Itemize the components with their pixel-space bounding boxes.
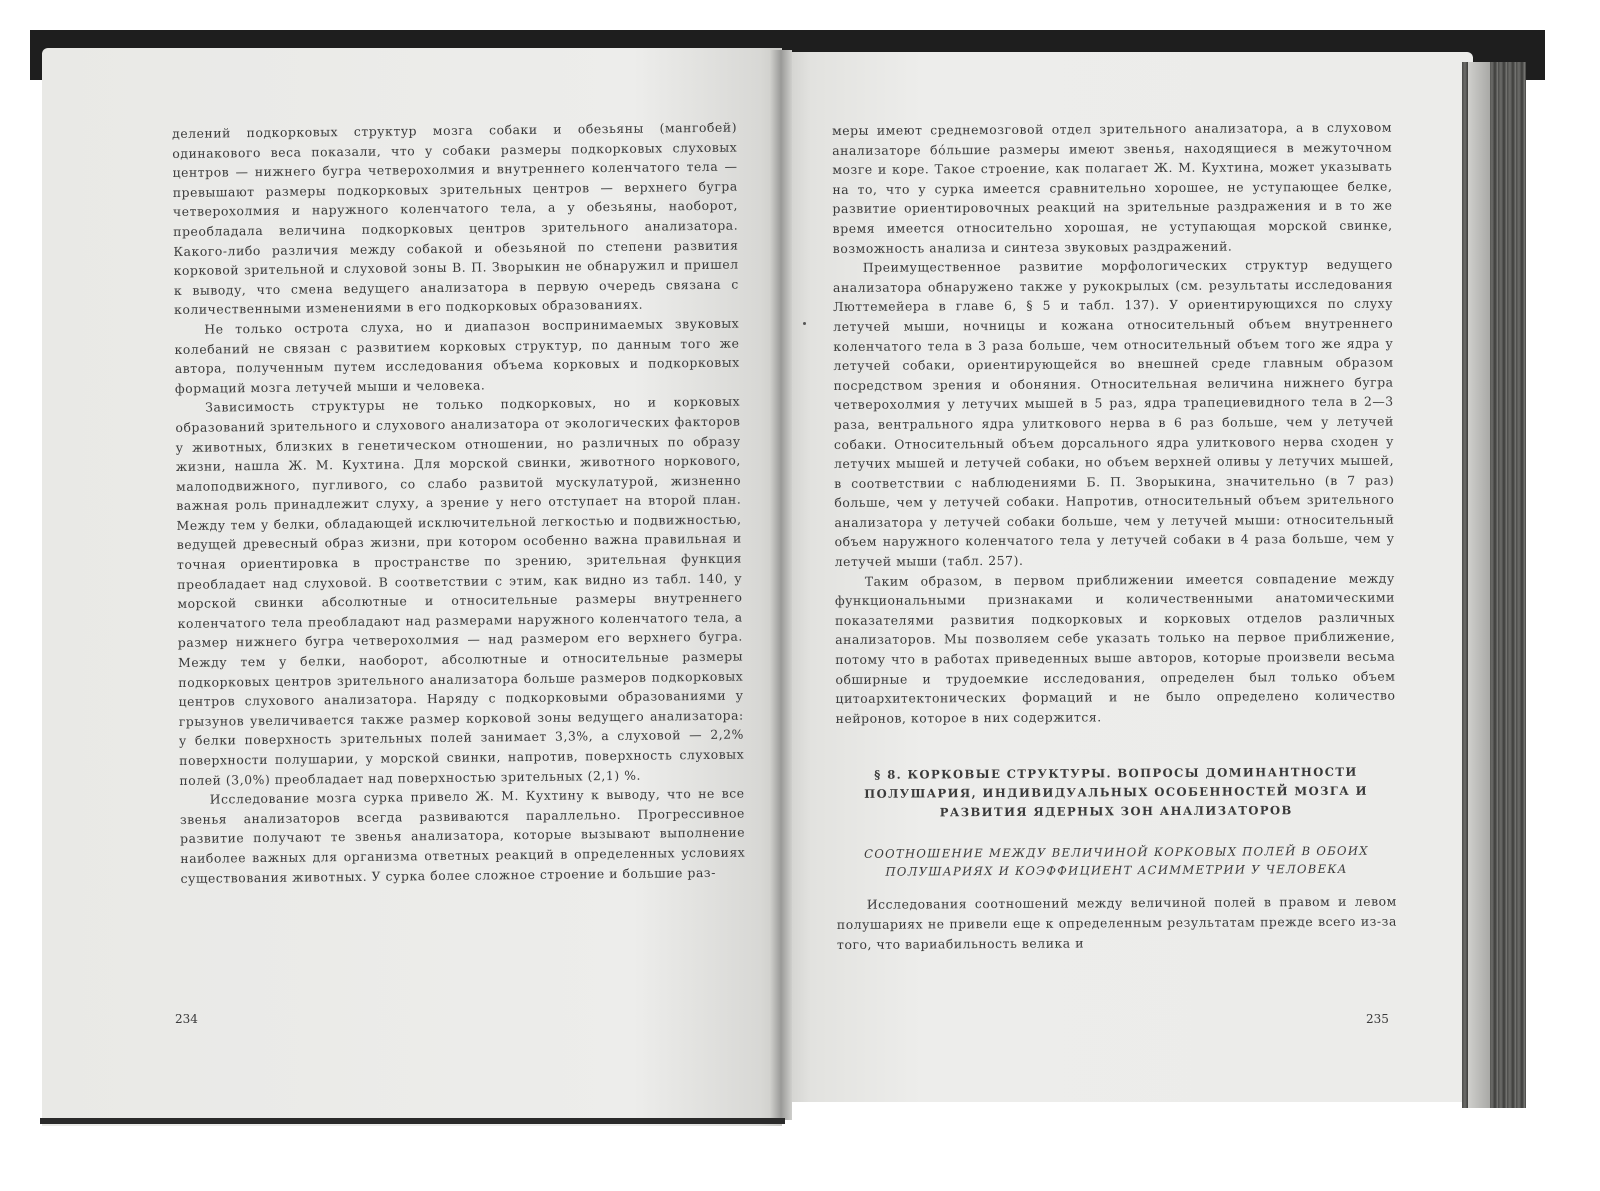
paragraph: меры имеют среднемозговой отдел зрительного анализатора, а в слуховом анализаторе бóльшие размеры имеют звенья, находящиеся в межуточном мозге и коре. Такое строение, как полагает Ж. М. Кухтина, может указывать на то, что у сурка имеется сравнительно хорошее, не уступающее белке, развитие ориентировочных реакций на зрительные раздражения и в то же время имеется относительно хорошая, не уступающая морской свинке, возможность анализа и синтеза звуковых раздражений. bbox=[832, 119, 1393, 256]
paragraph: Преимущественное развитие морфологических структур ведущего анализатора обнаружено также у рукокрылых (см. результаты исследования Люттемейера в главе 6, § 5 и табл. 137). У ориентирующихся по слуху летучей мыши, ночницы и кожана относительный объем внутреннего коленчатого тела в 3 раза больше, чем относительный объем того же ядра у летучей собаки, ориентирующейся во внешней среде главным образом посредством зрения и обоняния. Относительная величина нижнего бугра четверохолмия у летучих мышей в 5 раз, ядра трапециевидного тела в 2—3 раза, вентрального ядра улиткового нерва в 6 раз больше, чем у летучей собаки. Относительный объем дорсального ядра улиткового нерва сходен у летучих мышей и летучей собаки, но объем верхней оливы у летучих мышей, в соответствии с наблюдениями Б. П. Зворыкина, значительно (в 7 раз) больше, чем у летучей собаки. Напротив, относительный объем зрительного анализатора у летучей собаки больше, чем у летучей мыши: относительный объем наружного коленчатого тела у летучей собаки в 4 раза больше, чем у летучей мыши (табл. 257). bbox=[832, 256, 1395, 570]
paragraph: Зависимость структуры не только подкорковых, но и корковых образований зрительного и слухового анализатора от экологических факторов у животных, близких в генетическом отношении, но различных по образу жизни, нашла Ж. М. Кухтина. Для морской свинки, животного норкового, малоподвижного, пугливого, со слабо развитой мускулатурой, жизненно важная роль принадлежит слуху, а зрение у него отступает на второй план. Между тем у белки, обладающей исключительной легкостью и подвижностью, ведущей древесный образ жизни, при котором особенно важна правильная и точная ориентировка в пространстве по зрению, зрительная функция преобладает над слуховой. В соответствии с этим, как видно из табл. 140, у морской свинки абсолютные и относительные размеры внутреннего коленчатого тела преобладают над размерами наружного коленчатого тела, а размер нижнего бугра четверохолмия — над размером его верхнего бугра. Между тем у белки, наоборот, абсолютные и относительные размеры подкорковых центров зрительного анализатора больше размеров подкорковых центров слухового анализатора. Наряду с подкорковыми образованиями у грызунов увеличивается также размер корковой зоны ведущего анализатора: у белки поверхность зрительных полей занимает 3,3%, а слуховой — 2,2% поверхности полушарии, у морской свинки, напротив, поверхность слуховых полей (3,0%) преобладает над поверхностью зрительных (2,1) %. bbox=[175, 393, 745, 788]
paragraph: Таким образом, в первом приближении имеется совпадение между функциональными признаками и количественными анатомическими показателями развития подкорковых и корковых отделов различных анализаторов. Мы позволяем себе указать только на первое приближение, потому что в работах приведенных выше авторов, которые произвели весьма обширные и трудоемкие исследования, определен был только объем цитоархитектонических формаций и не было определено количество нейронов, которое в них содержится. bbox=[834, 570, 1396, 726]
paragraph: Не только острота слуха, но и диапазон воспринимаемых звуковых колебаний не связан с развитием корковых структур, по данным того же автора, полученным путем исследования объема корковых и подкорковых формаций мозга летучей мыши и человека. bbox=[174, 315, 740, 396]
page-edges bbox=[1462, 62, 1526, 1108]
page-number-right: 235 bbox=[1366, 1012, 1389, 1026]
scan-speck bbox=[803, 322, 806, 325]
paragraph: Исследование мозга сурка привело Ж. М. Кухтину к выводу, что не все звенья анализаторов всегда развиваются параллельно. Прогрессивное развитие получают те звенья анализатора, которые вызывают выполнение наиболее важных для организма ответных реакций в определенных условиях существования животных. У сурка более сложное строение и большие раз- bbox=[179, 785, 746, 886]
subsection-heading: СООТНОШЕНИЕ МЕЖДУ ВЕЛИЧИНОЙ КОРКОВЫХ ПОЛЕЙ В ОБОИХ ПОЛУШАРИЯХ И КОЭФФИЦИЕНТ АСИММЕТРИИ У ЧЕЛОВЕКА bbox=[864, 844, 1369, 880]
paragraph: Исследования соотношений между величиной полей в правом и левом полушариях не привели еще к определенным результатам прежде всего из-за того, что вариабильность велика и bbox=[836, 893, 1397, 952]
page-edge-highlight bbox=[1468, 62, 1490, 1108]
scan-bottom-shadow bbox=[40, 1118, 785, 1124]
page-number-left: 234 bbox=[175, 1012, 198, 1026]
left-page-text bbox=[172, 118, 746, 889]
section-heading: § 8. КОРКОВЫЕ СТРУКТУРЫ. ВОПРОСЫ ДОМИНАНТНОСТИ ПОЛУШАРИЯ, ИНДИВИДУАЛЬНЫХ ОСОБЕННОСТЕЙ МОЗГА И РАЗВИТИЯ ЯДЕРНЫХ ЗОН АНАЛИЗАТОРОВ bbox=[864, 765, 1368, 820]
right-page-text bbox=[832, 118, 1397, 955]
paragraph: делений подкорковых структур мозга собаки и обезьяны (мангобей) одинакового веса показали, что у собаки размеры подкорковых слуховых центров — нижнего бугра четверохолмия и внутреннего коленчатого тела — превышают размеры подкорковых зрительных центров — верхнего бугра четверохолмия и наружного коленчатого тела, а у обезьяны, наоборот, преобладала величина подкорковых центров зрительного анализатора. Какого-либо различия между собакой и обезьяной по степени развития корковой зрительной и слуховой зоны В. П. Зворыкин не обнаружил и пришел к выводу, что смена ведущего анализатора в первую очередь связана с количественными изменениями в его подкорковых образованиях. bbox=[172, 119, 739, 318]
book-gutter bbox=[770, 50, 792, 1120]
